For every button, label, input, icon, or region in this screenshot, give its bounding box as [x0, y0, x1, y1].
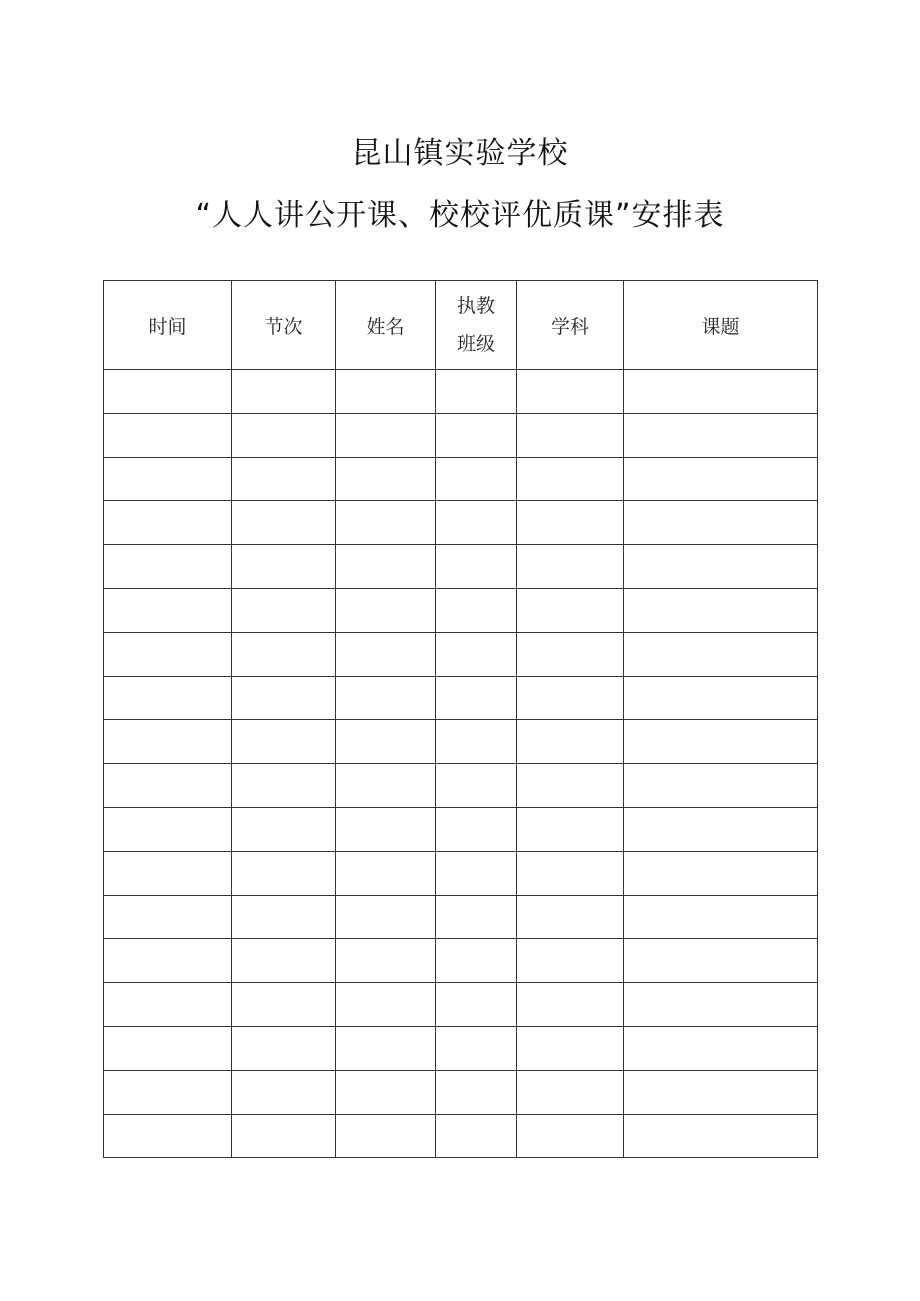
cell-topic	[624, 807, 818, 851]
header-subject: 学科	[517, 281, 624, 370]
cell-topic	[624, 676, 818, 720]
header-row	[104, 281, 818, 370]
table-row	[104, 632, 818, 676]
cell-name	[336, 1114, 436, 1158]
cell-name	[336, 1026, 436, 1070]
cell-time	[104, 720, 232, 764]
cell-class	[436, 1114, 517, 1158]
table-row	[104, 983, 818, 1027]
cell-subject	[517, 370, 624, 414]
cell-class	[436, 457, 517, 501]
cell-subject	[517, 983, 624, 1027]
cell-topic	[624, 720, 818, 764]
table-row	[104, 1026, 818, 1070]
cell-period	[232, 939, 336, 983]
cell-period	[232, 1026, 336, 1070]
cell-class	[436, 501, 517, 545]
cell-name	[336, 632, 436, 676]
table-row	[104, 676, 818, 720]
cell-time	[104, 370, 232, 414]
table-row	[104, 895, 818, 939]
table-row	[104, 720, 818, 764]
cell-name	[336, 457, 436, 501]
cell-period	[232, 545, 336, 589]
cell-topic	[624, 851, 818, 895]
cell-name	[336, 370, 436, 414]
cell-class	[436, 1026, 517, 1070]
table-row	[104, 939, 818, 983]
table-row	[104, 764, 818, 808]
cell-class	[436, 413, 517, 457]
table-row	[104, 413, 818, 457]
cell-period	[232, 851, 336, 895]
cell-period	[232, 413, 336, 457]
header-class	[436, 281, 517, 370]
cell-period	[232, 457, 336, 501]
cell-time	[104, 851, 232, 895]
cell-topic	[624, 370, 818, 414]
cell-name	[336, 764, 436, 808]
cell-class	[436, 632, 517, 676]
cell-subject	[517, 545, 624, 589]
cell-name	[336, 939, 436, 983]
cell-period	[232, 676, 336, 720]
cell-subject	[517, 1026, 624, 1070]
cell-class	[436, 939, 517, 983]
cell-subject	[517, 457, 624, 501]
header-class-line2: 班级	[456, 333, 495, 355]
cell-subject	[517, 632, 624, 676]
cell-subject	[517, 1070, 624, 1114]
cell-time	[104, 588, 232, 632]
cell-period	[232, 1114, 336, 1158]
table-body	[104, 370, 818, 1158]
cell-time	[104, 1114, 232, 1158]
cell-period	[232, 588, 336, 632]
table-row	[104, 457, 818, 501]
cell-name	[336, 851, 436, 895]
cell-subject	[517, 588, 624, 632]
cell-class	[436, 895, 517, 939]
cell-class	[436, 545, 517, 589]
header-name: 姓名	[336, 281, 436, 370]
cell-period	[232, 764, 336, 808]
cell-topic	[624, 501, 818, 545]
cell-subject	[517, 1114, 624, 1158]
cell-topic	[624, 588, 818, 632]
cell-time	[104, 457, 232, 501]
cell-name	[336, 545, 436, 589]
cell-name	[336, 807, 436, 851]
cell-subject	[517, 851, 624, 895]
cell-subject	[517, 895, 624, 939]
cell-period	[232, 895, 336, 939]
header-class-line1: 执教	[456, 295, 495, 317]
cell-time	[104, 1070, 232, 1114]
header-period: 节次	[232, 281, 336, 370]
cell-topic	[624, 457, 818, 501]
cell-name	[336, 720, 436, 764]
schedule-table	[103, 280, 818, 1158]
cell-subject	[517, 676, 624, 720]
header-topic: 课题	[624, 281, 818, 370]
cell-class	[436, 764, 517, 808]
cell-subject	[517, 720, 624, 764]
cell-period	[232, 720, 336, 764]
cell-topic	[624, 895, 818, 939]
cell-class	[436, 851, 517, 895]
cell-period	[232, 370, 336, 414]
cell-time	[104, 895, 232, 939]
cell-period	[232, 1070, 336, 1114]
table-row	[104, 545, 818, 589]
cell-topic	[624, 1026, 818, 1070]
table-row	[104, 588, 818, 632]
cell-time	[104, 983, 232, 1027]
cell-class	[436, 720, 517, 764]
cell-topic	[624, 983, 818, 1027]
cell-topic	[624, 545, 818, 589]
cell-name	[336, 1070, 436, 1114]
cell-time	[104, 676, 232, 720]
table-row	[104, 1070, 818, 1114]
document-title: 昆山镇实验学校	[351, 136, 569, 171]
cell-subject	[517, 807, 624, 851]
table-row	[104, 1114, 818, 1158]
cell-subject	[517, 764, 624, 808]
cell-time	[104, 501, 232, 545]
document-subtitle: “人人讲公开课、校校评优质课”安排表	[195, 198, 725, 233]
cell-period	[232, 807, 336, 851]
table-row	[104, 370, 818, 414]
cell-class	[436, 807, 517, 851]
cell-name	[336, 983, 436, 1027]
cell-class	[436, 1070, 517, 1114]
cell-topic	[624, 1070, 818, 1114]
cell-subject	[517, 413, 624, 457]
cell-class	[436, 676, 517, 720]
table-row	[104, 807, 818, 851]
cell-time	[104, 764, 232, 808]
cell-class	[436, 983, 517, 1027]
cell-topic	[624, 939, 818, 983]
cell-name	[336, 676, 436, 720]
cell-class	[436, 370, 517, 414]
cell-subject	[517, 939, 624, 983]
cell-topic	[624, 413, 818, 457]
cell-time	[104, 807, 232, 851]
cell-class	[436, 588, 517, 632]
cell-topic	[624, 632, 818, 676]
cell-name	[336, 588, 436, 632]
cell-time	[104, 632, 232, 676]
cell-time	[104, 545, 232, 589]
table-row	[104, 501, 818, 545]
cell-time	[104, 413, 232, 457]
cell-period	[232, 501, 336, 545]
cell-period	[232, 983, 336, 1027]
header-time: 时间	[104, 281, 232, 370]
cell-name	[336, 895, 436, 939]
table-row	[104, 851, 818, 895]
cell-time	[104, 1026, 232, 1070]
cell-time	[104, 939, 232, 983]
cell-name	[336, 413, 436, 457]
cell-topic	[624, 1114, 818, 1158]
cell-subject	[517, 501, 624, 545]
cell-name	[336, 501, 436, 545]
cell-period	[232, 632, 336, 676]
cell-topic	[624, 764, 818, 808]
